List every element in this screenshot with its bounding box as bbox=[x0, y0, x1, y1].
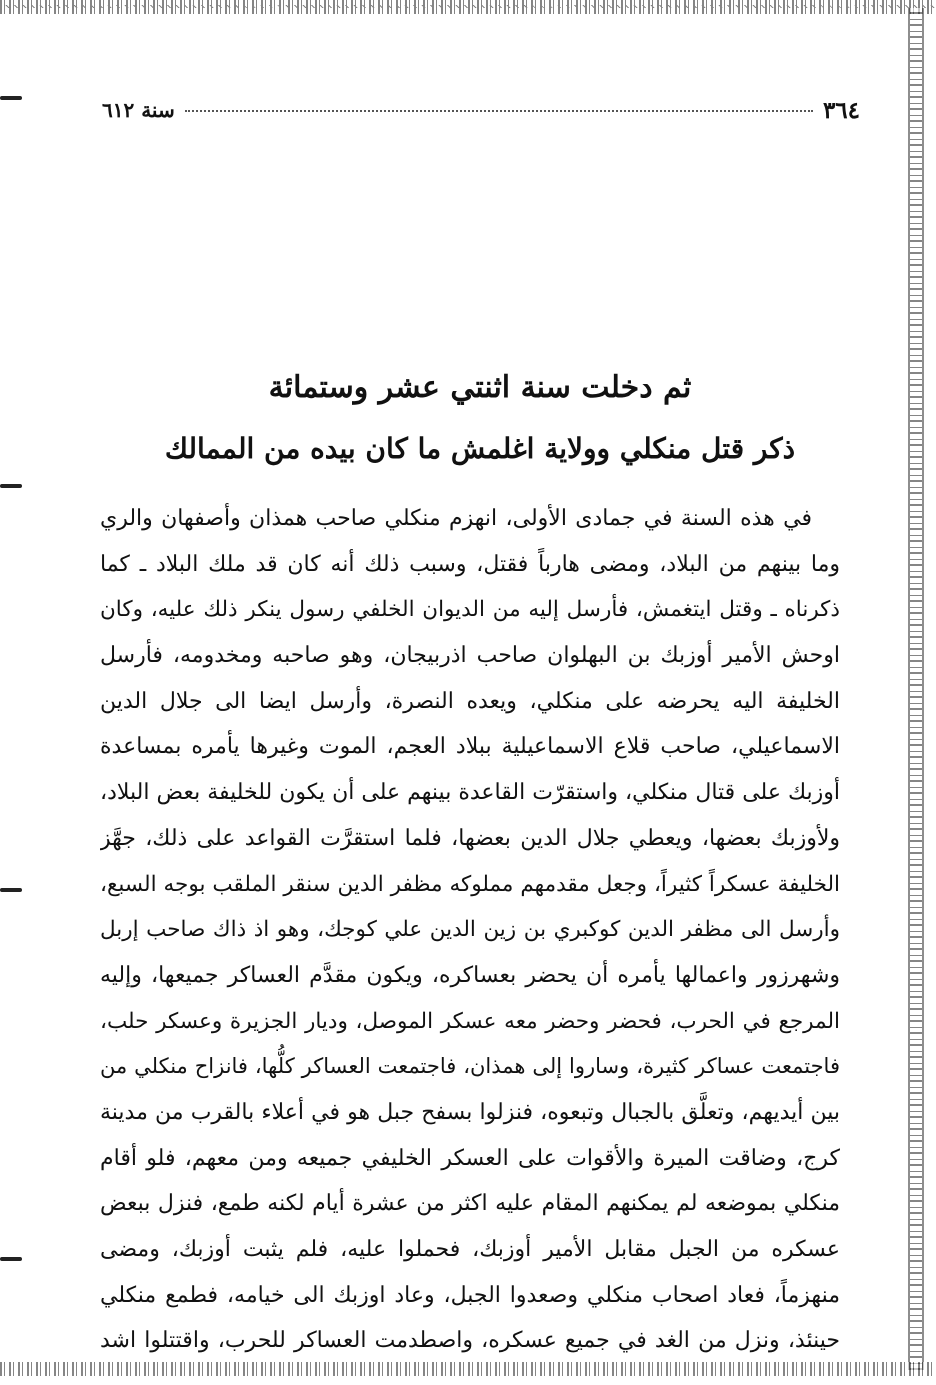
text-line: أوزبك على قتال منكلي، واستقرّت القاعدة بينهم على أن يكون للخليفة بعض البلاد، bbox=[100, 780, 840, 806]
text-line: كرج، وضاقت الميرة والأقوات على العسكر الخليفي جميعه ومن معهم، فلو أقام bbox=[100, 1145, 840, 1171]
ornamental-border-bottom bbox=[0, 1362, 936, 1376]
text-line: وشهرزور واعمالها يأمره أن يحضر بعساكره، ويكون مقدَّم العساكر جميعها، وإليه bbox=[100, 962, 840, 988]
text-line: منهزماً، فعاد اصحاب منكلي وصعدوا الجبل، وعاد اوزبك الى خيامه، فطمع منكلي bbox=[100, 1282, 840, 1308]
text-line: ولأوزبك بعضها، ويعطي جلال الدين بعضها، فلما استقرَّت القواعد على ذلك، جهَّز bbox=[100, 825, 840, 851]
text-line: في هذه السنة في جمادى الأولى، انهزم منكلي صاحب همذان وأصفهان والري bbox=[100, 506, 812, 531]
text-line: فاجتمعت عساكر كثيرة، وساروا إلى همذان، فاجتمعت العساكر كلُّها، فانزاح منكلي من bbox=[100, 1054, 840, 1079]
page-number: ٣٦٤ bbox=[822, 96, 860, 124]
text-line: حينئذ، ونزل من الغد في جميع عسكره، واصطدمت العساكر للحرب، واقتتلوا اشد bbox=[100, 1328, 840, 1354]
text-line: المرجع في الحرب، فحضر وحضر معه عسكر الموصل، وديار الجزيرة وعسكر حلب، bbox=[100, 1008, 840, 1034]
page-header bbox=[102, 96, 860, 124]
text-line: بين أيديهم، وتعلَّق بالجبال وتبعوه، فنزلوا بسفح جبل هو في أعلاء بالقرب من مدينة bbox=[100, 1099, 840, 1125]
running-head: سنة ٦١٢ bbox=[102, 98, 175, 122]
body-text bbox=[100, 496, 840, 1364]
binding-mark bbox=[0, 484, 22, 488]
text-line: اوحش الأمير أوزبك بن البهلوان صاحب اذربيجان، وهو صاحبه ومخدومه، فأرسل bbox=[100, 643, 840, 669]
chapter-title: ثم دخلت سنة اثنتي عشر وستمائة bbox=[268, 370, 692, 405]
text-line: وأرسل الى مظفر الدين كوكبري بن زين الدين علي كوجك، وهو اذ ذاك صاحب إربل bbox=[100, 917, 840, 943]
text-line: الاسماعيلي، صاحب قلاع الاسماعيلية ببلاد العجم، الموت وغيرها يأمره بمساعدة bbox=[100, 734, 840, 760]
header-dotted-leader bbox=[185, 108, 813, 112]
text-line: منكلي بموضعه لم يمكنهم المقام عليه اكثر من عشرة أيام لكنه طمع، فنزل ببعض bbox=[100, 1191, 840, 1217]
text-line: عسكره من الجبل مقابل الأمير أوزبك، فحملوا عليه، فلم يثبت أوزبك، ومضى bbox=[100, 1237, 840, 1262]
binding-mark bbox=[0, 888, 22, 892]
text-line: الخليفة اليه يحرضه على منكلي، ويعده النصرة، وأرسل ايضا الى جلال الدين bbox=[100, 688, 840, 714]
binding-mark bbox=[0, 1257, 22, 1261]
section-title: ذكر قتل منكلي وولاية اغلمش ما كان بيده من الممالك bbox=[164, 432, 796, 465]
ornamental-border-right bbox=[908, 8, 924, 1370]
text-line: الخليفة عسكراً كثيراً، وجعل مقدمهم مملوكه مظفر الدين سنقر الملقب بوجه السبع، bbox=[100, 871, 840, 897]
text-line: وما بينهم من البلاد، ومضى هارباً فقتل، وسبب ذلك أنه كان قد ملك البلاد ـ كما bbox=[100, 551, 840, 577]
binding-mark bbox=[0, 96, 22, 100]
text-line: ذكرناه ـ وقتل ايتغمش، فأرسل إليه من الديوان الخلفي رسول ينكر ذلك عليه، وكان bbox=[100, 597, 840, 623]
ornamental-border-top bbox=[0, 0, 936, 14]
